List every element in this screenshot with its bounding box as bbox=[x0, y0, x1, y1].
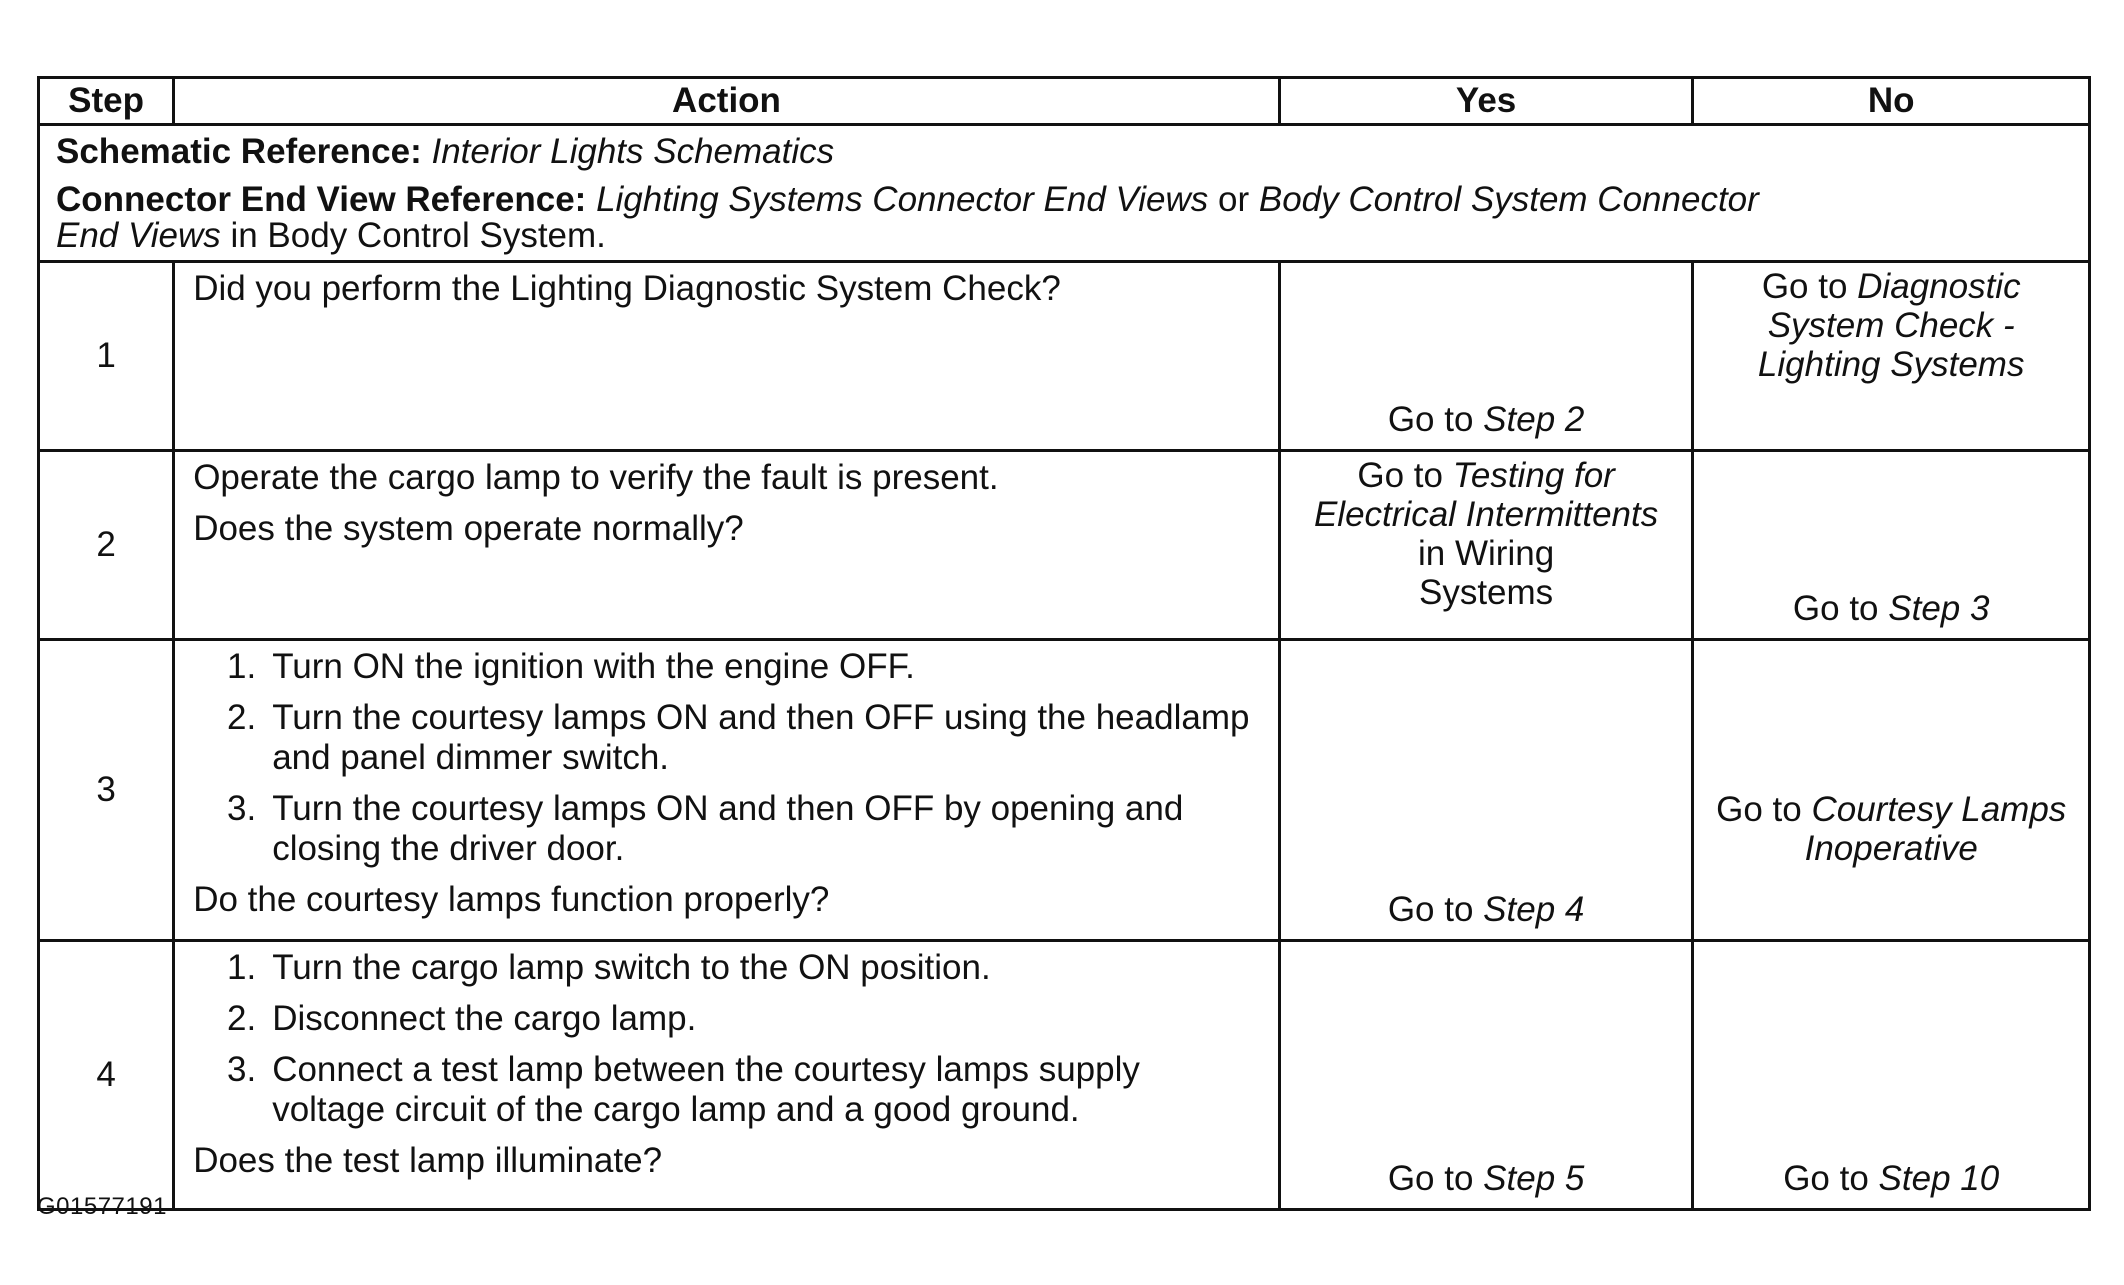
action-cell bbox=[174, 941, 1280, 1210]
header-no: No bbox=[1693, 78, 2090, 125]
action-cell bbox=[174, 640, 1280, 941]
schematic-reference bbox=[56, 132, 2072, 172]
item-number: 2. bbox=[226, 698, 257, 737]
step-number: 3 bbox=[39, 640, 174, 941]
figure-id: G01577191 bbox=[37, 1193, 167, 1220]
list-item bbox=[193, 948, 1260, 988]
yes-link[interactable]: Electrical Intermittents bbox=[1313, 495, 1659, 534]
table-row bbox=[39, 640, 2090, 941]
item-text: Turn the courtesy lamps ON and then OFF using the headlamp and panel dimmer switch. bbox=[272, 698, 1250, 777]
yes-prefix: Go to bbox=[1387, 1159, 1474, 1198]
list-item bbox=[193, 647, 1260, 687]
action-question: Did you perform the Lighting Diagnostic System Check? bbox=[193, 269, 1061, 308]
table-row bbox=[39, 941, 2090, 1210]
action-cell bbox=[174, 262, 1280, 451]
connector-suffix: in Body Control System. bbox=[230, 216, 606, 255]
list-item bbox=[193, 1050, 1260, 1130]
schematic-link[interactable]: Interior Lights Schematics bbox=[431, 132, 835, 171]
header-action: Action bbox=[174, 78, 1280, 125]
item-text: Connect a test lamp between the courtesy lamps supply voltage circuit of the cargo lamp and a good ground. bbox=[272, 1050, 1140, 1129]
diagnostic-table bbox=[37, 76, 2091, 1211]
yes-cell bbox=[1279, 451, 1693, 640]
header-yes: Yes bbox=[1279, 78, 1693, 125]
item-number: 2. bbox=[226, 999, 257, 1038]
no-cell bbox=[1693, 262, 2090, 451]
no-cell bbox=[1693, 640, 2090, 941]
action-cell bbox=[174, 451, 1280, 640]
list-item bbox=[193, 789, 1260, 869]
step-number: 2 bbox=[39, 451, 174, 640]
no-link[interactable]: Courtesy Lamps bbox=[1811, 790, 2067, 829]
table-row bbox=[39, 262, 2090, 451]
no-prefix: Go to bbox=[1716, 790, 1802, 829]
connector-link-lighting[interactable]: Lighting Systems Connector End Views bbox=[596, 180, 1209, 219]
item-number: 3. bbox=[226, 789, 257, 828]
list-item bbox=[193, 999, 1260, 1039]
no-link[interactable]: Diagnostic bbox=[1857, 267, 2021, 306]
no-cell bbox=[1693, 941, 2090, 1210]
yes-text: Systems bbox=[1418, 573, 1554, 612]
connector-label: Connector End View Reference: bbox=[56, 180, 587, 219]
yes-link[interactable]: Step 4 bbox=[1483, 890, 1585, 929]
reference-cell bbox=[39, 125, 2090, 262]
no-link[interactable]: System Check - bbox=[1767, 306, 2015, 345]
yes-cell bbox=[1279, 941, 1693, 1210]
header-row bbox=[39, 78, 2090, 125]
yes-cell bbox=[1279, 262, 1693, 451]
item-number: 1. bbox=[226, 647, 257, 686]
yes-text: in Wiring bbox=[1418, 534, 1555, 573]
no-link[interactable]: Step 10 bbox=[1878, 1159, 2000, 1198]
yes-prefix: Go to bbox=[1387, 890, 1474, 929]
action-question: Do the courtesy lamps function properly? bbox=[193, 880, 830, 919]
yes-prefix: Go to bbox=[1357, 456, 1443, 495]
schematic-label: Schematic Reference: bbox=[56, 132, 422, 171]
item-number: 1. bbox=[226, 948, 257, 987]
item-text: Turn the courtesy lamps ON and then OFF by opening and closing the driver door. bbox=[272, 789, 1184, 868]
action-question: Does the test lamp illuminate? bbox=[193, 1141, 663, 1180]
no-cell bbox=[1693, 451, 2090, 640]
action-text: Operate the cargo lamp to verify the fault is present. bbox=[193, 458, 999, 497]
no-link[interactable]: Inoperative bbox=[1804, 829, 1978, 868]
yes-link[interactable]: Step 5 bbox=[1483, 1159, 1585, 1198]
action-question: Does the system operate normally? bbox=[193, 509, 744, 548]
no-prefix: Go to bbox=[1761, 267, 1848, 306]
action-list bbox=[193, 647, 1260, 869]
step-number: 1 bbox=[39, 262, 174, 451]
no-prefix: Go to bbox=[1783, 1159, 1869, 1198]
item-text: Turn the cargo lamp switch to the ON position. bbox=[272, 948, 991, 987]
no-link[interactable]: Step 3 bbox=[1888, 589, 1990, 628]
connector-link-body-a[interactable]: Body Control System Connector bbox=[1258, 180, 1759, 219]
no-link[interactable]: Lighting Systems bbox=[1757, 345, 2025, 384]
yes-prefix: Go to bbox=[1387, 400, 1474, 439]
connector-link-body-b[interactable]: End Views bbox=[56, 216, 221, 255]
list-item bbox=[193, 698, 1260, 778]
yes-cell bbox=[1279, 640, 1693, 941]
item-text: Turn ON the ignition with the engine OFF. bbox=[272, 647, 915, 686]
connector-or: or bbox=[1217, 180, 1250, 219]
yes-link[interactable]: Testing for bbox=[1452, 456, 1615, 495]
action-list bbox=[193, 948, 1260, 1130]
reference-row bbox=[39, 125, 2090, 262]
item-text: Disconnect the cargo lamp. bbox=[272, 999, 697, 1038]
connector-reference bbox=[56, 182, 2072, 254]
table-row bbox=[39, 451, 2090, 640]
yes-link[interactable]: Step 2 bbox=[1483, 400, 1585, 439]
step-number: 4 bbox=[39, 941, 174, 1210]
no-prefix: Go to bbox=[1792, 589, 1879, 628]
item-number: 3. bbox=[226, 1050, 257, 1089]
header-step: Step bbox=[39, 78, 174, 125]
